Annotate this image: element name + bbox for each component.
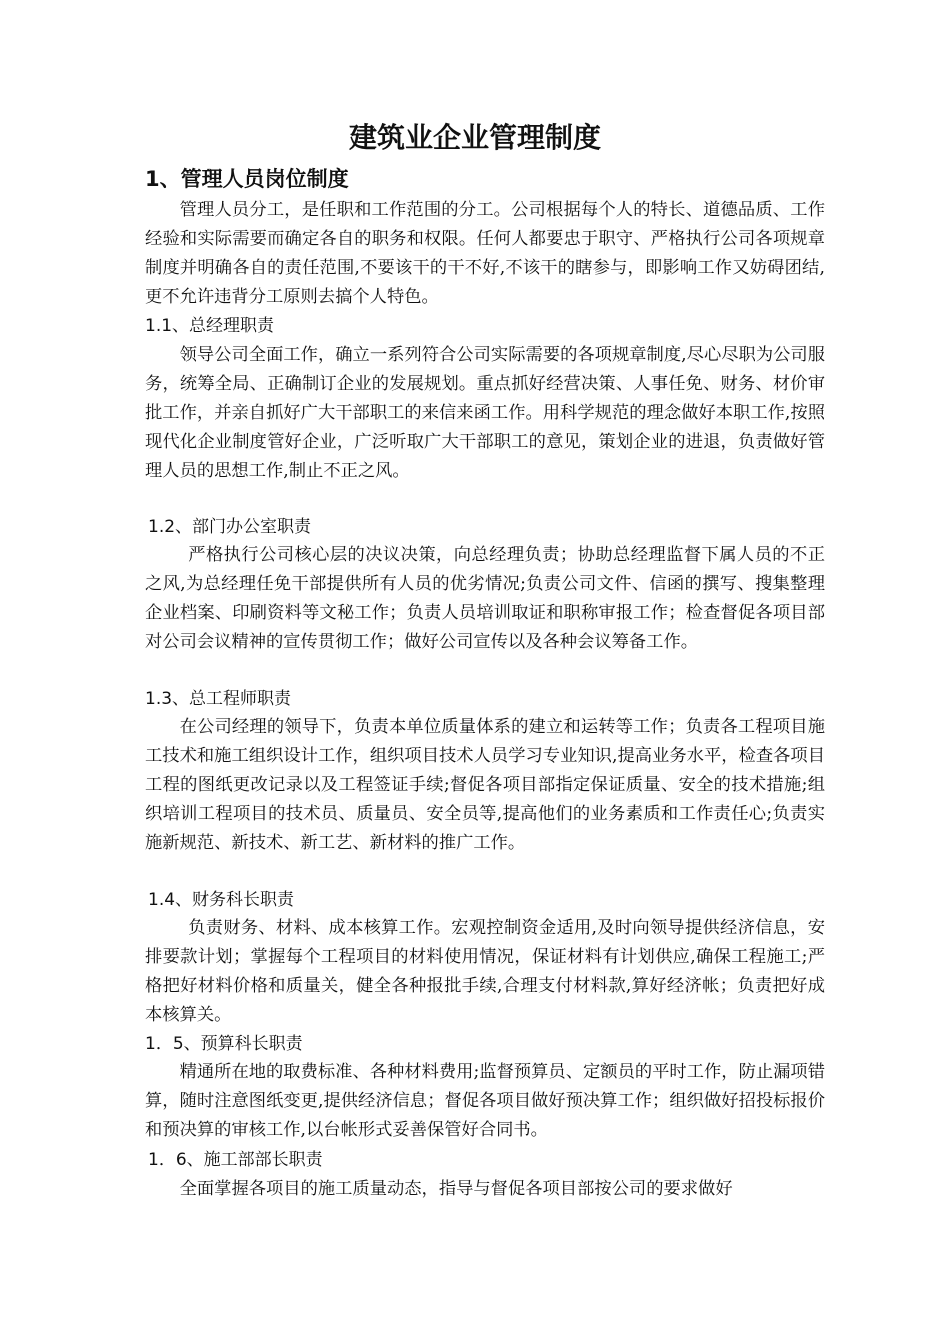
subsection-body-1-1: 领导公司全面工作，确立一系列符合公司实际需要的各项规章制度,尽心尽职为公司服务，统筹全局、正确制订企业的发展规划。重点抓好经营决策、人事任免、财务、材价审批工作，并亲自抓好广大干部职工的来信来函工作。用科学规范的理念做好本职工作,按照现代化企业制度管好企业，广泛听取广大干部职工的意见，策划企业的进退，负责做好管理人员的思想工作,制止不正之风。 bbox=[145, 345, 825, 481]
subsection-heading-1-4: 1.4、财务科长职责 bbox=[148, 890, 295, 910]
document-title: 建筑业企业管理制度 bbox=[348, 121, 601, 154]
subsection-body-1-3: 在公司经理的领导下，负责本单位质量体系的建立和运转等工作；负责各工程项目施工技术和施工组织设计工作，组织项目技术人员学习专业知识,提高业务水平，检查各项目工程的图纸更改记录以及工程签证手续;督促各项目部指定保证质量、安全的技术措施;组织培训工程项目的技术员、质量员、安全员等,提高他们的业务素质和工作责任心;负责实施新规范、新技术、新工艺、新材料的推广工作。 bbox=[145, 717, 825, 853]
subsection-heading-1-3: 1.3、总工程师职责 bbox=[145, 689, 292, 709]
section-heading-1: 1、管理人员岗位制度 bbox=[145, 167, 349, 191]
subsection-heading-1-5: 1．5、预算科长职责 bbox=[145, 1034, 303, 1054]
subsection-body-1-4: 负责财务、材料、成本核算工作。宏观控制资金适用,及时向领导提供经济信息，安排要款计划；掌握每个工程项目的材料使用情况，保证材料有计划供应,确保工程施工;严格把好材料价格和质量关，健全各种报批手续,合理支付材料款,算好经济帐；负责把好成本核算关。 bbox=[145, 918, 825, 1025]
subsection-heading-1-1: 1.1、总经理职责 bbox=[145, 316, 275, 336]
subsection-body-1-6: 全面掌握各项目的施工质量动态，指导与督促各项目部按公司的要求做好 bbox=[179, 1179, 733, 1199]
subsection-body-1-5: 精通所在地的取费标准、各种材料费用;监督预算员、定额员的平时工作，防止漏项错算，随时注意图纸变更,提供经济信息；督促各项目做好预决算工作；组织做好招投标报价和预决算的审核工作,以台帐形式妥善保管好合同书。 bbox=[145, 1062, 825, 1140]
section-1-intro: 管理人员分工，是任职和工作范围的分工。公司根据每个人的特长、道德品质、工作经验和实际需要而确定各自的职务和权限。任何人都要忠于职守、严格执行公司各项规章制度并明确各自的责任范围,不要该干的干不好,不该干的瞎参与，即影响工作又妨碍团结,更不允许违背分工原则去搞个人特色。 bbox=[145, 200, 825, 307]
subsection-heading-1-6: 1．6、施工部部长职责 bbox=[148, 1150, 323, 1170]
subsection-heading-1-2: 1.2、部门办公室职责 bbox=[148, 517, 312, 537]
subsection-body-1-2: 严格执行公司核心层的决议决策，向总经理负责；协助总经理监督下属人员的不正之风,为总经理任免干部提供所有人员的优劣情况;负责公司文件、信函的撰写、搜集整理企业档案、印刷资料等文秘工作；负责人员培训取证和职称审报工作；检查督促各项目部对公司会议精神的宣传贯彻工作；做好公司宣传以及各种会议筹备工作。 bbox=[145, 545, 825, 652]
